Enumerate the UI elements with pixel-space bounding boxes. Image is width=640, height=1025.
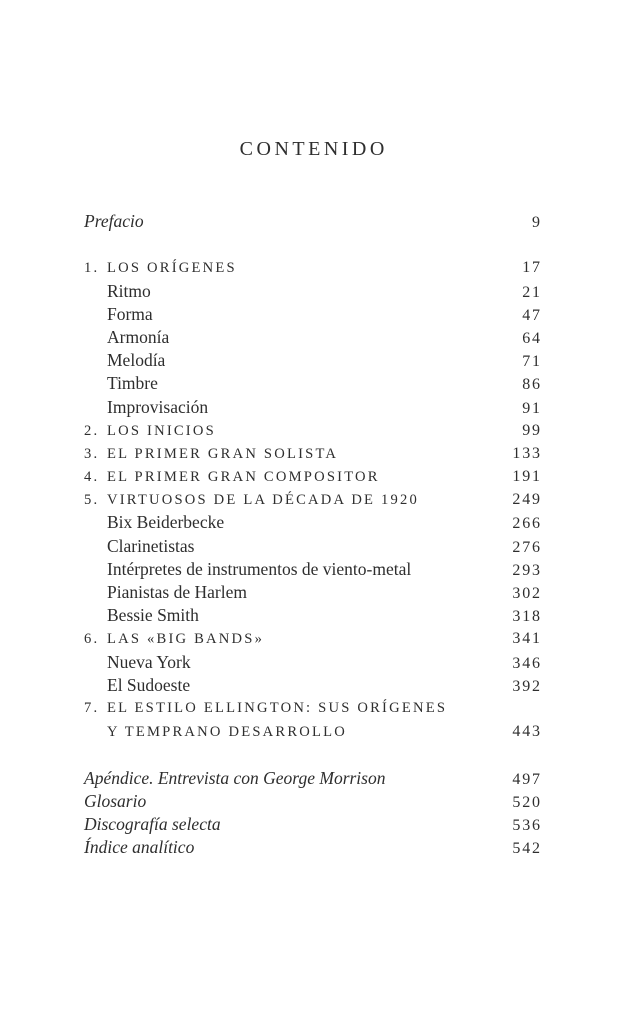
toc-entry — [84, 256, 540, 279]
page-number: 99 — [522, 421, 542, 439]
page-number: 91 — [522, 399, 542, 417]
page-number: 64 — [522, 329, 542, 347]
entry-label: Y TEMPRANO DESARROLLO — [107, 724, 347, 741]
toc-entry — [84, 535, 540, 558]
entry-label: Prefacio — [84, 211, 144, 231]
page-number: 293 — [512, 561, 542, 579]
entry-label: Forma — [107, 303, 153, 324]
toc-entry — [84, 372, 540, 395]
page-number: 392 — [512, 677, 542, 695]
chapter-number: 2. — [84, 422, 100, 439]
toc-list — [84, 210, 540, 859]
entry-label: El Sudoeste — [107, 674, 191, 695]
chapter-number: 6. — [84, 631, 100, 648]
page-number: 71 — [522, 353, 542, 371]
toc-entry — [84, 303, 540, 326]
chapter-number: 5. — [84, 492, 100, 509]
page-number: 17 — [522, 259, 542, 277]
toc-entry — [84, 396, 540, 419]
toc-entry — [84, 836, 540, 859]
entry-label: EL PRIMER GRAN COMPOSITOR — [107, 469, 380, 486]
toc-entry — [84, 697, 540, 720]
entry-label: Timbre — [107, 373, 158, 394]
page-number: 341 — [512, 630, 542, 648]
entry-label: Ritmo — [107, 280, 151, 301]
page-number: 21 — [522, 283, 542, 301]
toc-entry — [84, 511, 540, 534]
page-number: 443 — [512, 723, 542, 741]
toc-entry — [84, 813, 540, 836]
entry-label: Apéndice. Entrevista con George Morrison — [84, 767, 386, 788]
entry-label: Intérpretes de instrumentos de viento-metal — [107, 558, 412, 579]
toc-entry — [84, 465, 540, 488]
page-number: 520 — [512, 793, 542, 811]
entry-label: Bix Beiderbecke — [107, 512, 225, 533]
toc-entry — [84, 651, 540, 674]
page-number: 536 — [512, 816, 542, 834]
toc-entry — [84, 210, 540, 233]
entry-label: Clarinetistas — [107, 535, 195, 556]
page-number: 133 — [512, 444, 542, 462]
toc-entry — [84, 442, 540, 465]
entry-label: Nueva York — [107, 651, 191, 672]
chapter-number: 7. — [84, 699, 100, 716]
toc-entry — [84, 558, 540, 581]
chapter-number: 1. — [84, 260, 100, 277]
toc-entry — [84, 674, 540, 697]
page-number: 497 — [512, 770, 542, 788]
chapter-number: 3. — [84, 445, 100, 462]
chapter-number: 4. — [84, 469, 100, 486]
toc-entry — [84, 349, 540, 372]
toc-entry — [84, 627, 540, 650]
entry-label: LOS INICIOS — [107, 422, 216, 439]
toc-entry — [84, 280, 540, 303]
toc-entry — [84, 790, 540, 813]
entry-label: Discografía selecta — [84, 813, 221, 834]
entry-label: VIRTUOSOS DE LA DÉCADA DE 1920 — [107, 492, 420, 509]
entry-label: Glosario — [84, 790, 147, 811]
page-number: 302 — [512, 585, 542, 602]
toc-entry — [84, 720, 540, 743]
entry-label: LAS «BIG BANDS» — [107, 631, 265, 648]
entry-label: Bessie Smith — [107, 605, 199, 626]
page-number: 249 — [512, 491, 542, 509]
entry-label: LOS ORÍGENES — [107, 260, 237, 277]
page-number: 266 — [512, 515, 542, 533]
entry-label: Armonía — [107, 326, 170, 347]
page-number: 346 — [512, 654, 542, 672]
toc-entry — [84, 767, 540, 790]
page-number: 276 — [512, 538, 542, 556]
page-number: 9 — [531, 214, 542, 231]
toc-entry — [84, 488, 540, 511]
entry-label: Improvisación — [107, 396, 209, 417]
entry-label: EL PRIMER GRAN SOLISTA — [107, 445, 339, 462]
entry-label: EL ESTILO ELLINGTON: SUS ORÍGENES — [107, 699, 448, 716]
toc-entry — [84, 326, 540, 349]
page-title: CONTENIDO — [239, 138, 388, 160]
page-number: 542 — [512, 840, 542, 858]
toc-entry — [84, 581, 540, 604]
entry-label: Pianistas de Harlem — [107, 582, 247, 602]
toc-entry — [84, 419, 540, 442]
entry-label: Melodía — [107, 350, 166, 371]
toc-entry — [84, 604, 540, 627]
page-number: 318 — [512, 608, 542, 626]
page-number: 86 — [522, 376, 542, 394]
row-gap — [84, 743, 540, 766]
entry-label: Índice analítico — [84, 837, 195, 858]
page-number: 47 — [522, 306, 542, 324]
page-number: 191 — [512, 468, 542, 486]
row-gap — [84, 233, 540, 256]
